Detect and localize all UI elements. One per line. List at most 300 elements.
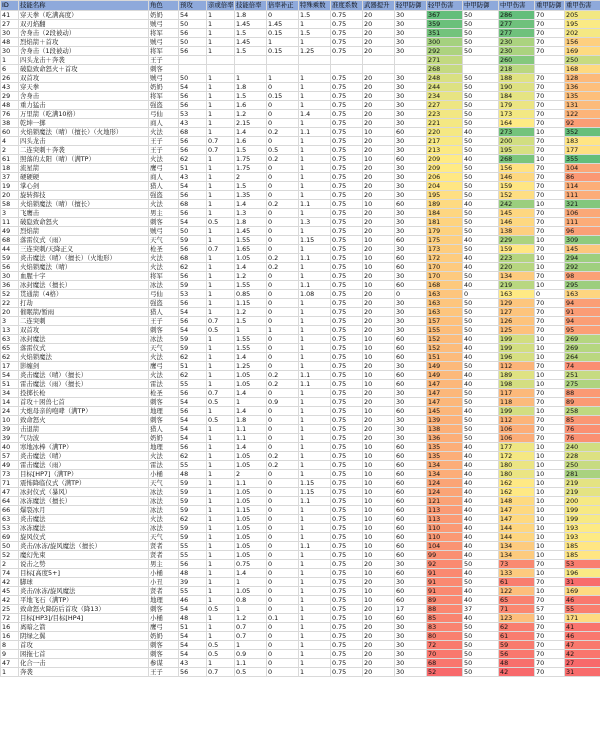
table-cell[interactable]: 40: [463, 533, 499, 542]
table-cell[interactable]: 冰法: [149, 524, 179, 533]
table-cell[interactable]: 163: [427, 290, 463, 299]
table-cell[interactable]: 63: [1, 515, 19, 524]
table-cell[interactable]: 40: [463, 281, 499, 290]
table-cell[interactable]: 0.75: [331, 596, 363, 605]
table-cell[interactable]: 20: [363, 137, 395, 146]
table-cell[interactable]: 40: [463, 524, 499, 533]
table-cell[interactable]: 30: [395, 11, 427, 20]
table-cell[interactable]: 1.4: [235, 443, 267, 452]
table-cell[interactable]: 1.5: [299, 29, 331, 38]
table-cell[interactable]: 41: [565, 623, 600, 632]
table-cell[interactable]: 172: [499, 452, 535, 461]
table-cell[interactable]: 10: [535, 353, 565, 362]
table-cell[interactable]: 20: [363, 83, 395, 92]
table-cell[interactable]: 1: [207, 191, 235, 200]
table-cell[interactable]: 1.1: [299, 542, 331, 551]
table-cell[interactable]: 60: [395, 452, 427, 461]
skill-name-cell[interactable]: 催眠箭/暂雨: [19, 308, 149, 317]
table-cell[interactable]: 0.2: [267, 461, 299, 470]
table-cell[interactable]: 55: [179, 380, 207, 389]
table-cell[interactable]: 60: [395, 569, 427, 578]
table-cell[interactable]: 50: [463, 92, 499, 101]
table-cell[interactable]: 火法: [149, 128, 179, 137]
table-cell[interactable]: 76: [565, 434, 600, 443]
skill-name-cell[interactable]: 炎击魔法: [19, 515, 149, 524]
table-cell[interactable]: 10: [363, 488, 395, 497]
table-cell[interactable]: 枪圣: [149, 245, 179, 254]
table-cell[interactable]: 贼弓: [149, 74, 179, 83]
table-cell[interactable]: 10: [535, 407, 565, 416]
table-cell[interactable]: 69: [1, 533, 19, 542]
table-cell[interactable]: 0.5: [207, 326, 235, 335]
table-cell[interactable]: 1.8: [235, 218, 267, 227]
table-cell[interactable]: 60: [395, 533, 427, 542]
column-header[interactable]: 武器提升: [363, 1, 395, 11]
table-cell[interactable]: 281: [565, 470, 600, 479]
table-cell[interactable]: 88: [427, 605, 463, 614]
table-cell[interactable]: 199: [565, 506, 600, 515]
table-cell[interactable]: 44: [1, 245, 19, 254]
table-cell[interactable]: 1.5: [235, 182, 267, 191]
table-cell[interactable]: 1: [207, 227, 235, 236]
table-cell[interactable]: 刺客: [149, 65, 179, 74]
table-cell[interactable]: 59: [179, 506, 207, 515]
table-cell[interactable]: 1.05: [235, 254, 267, 263]
table-cell[interactable]: 0.75: [235, 560, 267, 569]
table-cell[interactable]: 54: [179, 416, 207, 425]
table-cell[interactable]: 1.15: [299, 479, 331, 488]
table-cell[interactable]: 47: [1, 659, 19, 668]
table-cell[interactable]: 199: [499, 407, 535, 416]
table-cell[interactable]: 40: [463, 452, 499, 461]
table-cell[interactable]: 1.8: [235, 416, 267, 425]
table-cell[interactable]: 男主: [149, 209, 179, 218]
table-cell[interactable]: 155: [427, 326, 463, 335]
table-cell[interactable]: 1.05: [235, 587, 267, 596]
table-cell[interactable]: 0.75: [331, 407, 363, 416]
table-cell[interactable]: 195: [427, 191, 463, 200]
table-cell[interactable]: [267, 65, 299, 74]
table-cell[interactable]: 60: [395, 488, 427, 497]
table-cell[interactable]: 1: [207, 155, 235, 164]
skill-name-cell[interactable]: 火焰锁魔法（晴）: [19, 263, 149, 272]
table-cell[interactable]: [363, 65, 395, 74]
table-cell[interactable]: 31: [565, 578, 600, 587]
table-cell[interactable]: 40: [463, 488, 499, 497]
table-cell[interactable]: 1.05: [235, 533, 267, 542]
table-cell[interactable]: 200: [499, 137, 535, 146]
table-cell[interactable]: 1: [207, 560, 235, 569]
table-cell[interactable]: 10: [363, 470, 395, 479]
table-cell[interactable]: 113: [427, 506, 463, 515]
table-cell[interactable]: 雷法: [149, 461, 179, 470]
table-cell[interactable]: 40: [463, 155, 499, 164]
table-cell[interactable]: 70: [535, 209, 565, 218]
table-cell[interactable]: 0: [267, 218, 299, 227]
table-cell[interactable]: 53: [179, 290, 207, 299]
table-cell[interactable]: 59: [179, 236, 207, 245]
table-cell[interactable]: 1: [299, 650, 331, 659]
table-cell[interactable]: 1: [267, 74, 299, 83]
table-cell[interactable]: 10: [1, 416, 19, 425]
table-cell[interactable]: 277: [499, 20, 535, 29]
table-cell[interactable]: 1: [299, 227, 331, 236]
table-cell[interactable]: 1: [299, 362, 331, 371]
table-cell[interactable]: 55: [179, 551, 207, 560]
table-cell[interactable]: 40: [463, 443, 499, 452]
table-cell[interactable]: 1.15: [235, 506, 267, 515]
table-cell[interactable]: 10: [363, 479, 395, 488]
table-cell[interactable]: 火法: [149, 263, 179, 272]
table-cell[interactable]: 1.3: [299, 218, 331, 227]
table-cell[interactable]: 0.75: [331, 659, 363, 668]
table-cell[interactable]: 39: [1, 434, 19, 443]
table-cell[interactable]: 146: [499, 218, 535, 227]
table-cell[interactable]: 110: [427, 533, 463, 542]
table-cell[interactable]: 14: [1, 398, 19, 407]
table-cell[interactable]: 58: [1, 200, 19, 209]
table-cell[interactable]: 242: [499, 200, 535, 209]
table-cell[interactable]: 89: [427, 596, 463, 605]
table-cell[interactable]: 0.2: [267, 128, 299, 137]
table-cell[interactable]: 193: [565, 533, 600, 542]
table-cell[interactable]: 70: [535, 164, 565, 173]
table-cell[interactable]: 54: [179, 83, 207, 92]
table-cell[interactable]: 0: [267, 659, 299, 668]
table-cell[interactable]: 30: [395, 101, 427, 110]
table-cell[interactable]: 1.05: [235, 497, 267, 506]
table-cell[interactable]: 20: [363, 434, 395, 443]
table-cell[interactable]: 55: [565, 605, 600, 614]
table-cell[interactable]: 22: [1, 299, 19, 308]
table-cell[interactable]: 1: [299, 209, 331, 218]
table-cell[interactable]: 10: [363, 344, 395, 353]
table-cell[interactable]: 1: [299, 623, 331, 632]
table-cell[interactable]: 70: [535, 389, 565, 398]
table-cell[interactable]: 10: [363, 452, 395, 461]
skill-name-cell[interactable]: 重力猛击: [19, 101, 149, 110]
table-cell[interactable]: 0.75: [331, 218, 363, 227]
column-header[interactable]: 预攻: [179, 1, 207, 11]
table-cell[interactable]: 65: [1, 344, 19, 353]
column-header[interactable]: 角色: [149, 1, 179, 11]
table-cell[interactable]: 1: [299, 326, 331, 335]
skill-name-cell[interactable]: 火焰锁魔法（晴）（擅长）（火地形）: [19, 128, 149, 137]
table-cell[interactable]: [535, 56, 565, 65]
table-cell[interactable]: 138: [427, 425, 463, 434]
table-cell[interactable]: 54: [179, 632, 207, 641]
table-cell[interactable]: 10: [363, 254, 395, 263]
table-cell[interactable]: 刺客: [149, 398, 179, 407]
table-cell[interactable]: 59: [179, 524, 207, 533]
table-cell[interactable]: 125: [499, 326, 535, 335]
table-cell[interactable]: 122: [565, 110, 600, 119]
table-cell[interactable]: 199: [499, 344, 535, 353]
table-cell[interactable]: 10: [363, 443, 395, 452]
table-cell[interactable]: 145: [499, 209, 535, 218]
table-cell[interactable]: 2.15: [235, 119, 267, 128]
table-cell[interactable]: 0.75: [331, 434, 363, 443]
table-cell[interactable]: 1.45: [235, 20, 267, 29]
table-cell[interactable]: 40: [463, 380, 499, 389]
table-cell[interactable]: 56: [179, 209, 207, 218]
table-cell[interactable]: 1: [299, 173, 331, 182]
table-cell[interactable]: 天气: [149, 236, 179, 245]
table-cell[interactable]: 0: [267, 443, 299, 452]
table-cell[interactable]: 70: [535, 272, 565, 281]
skill-name-cell[interactable]: 目标[HP7]（满TP）: [19, 470, 149, 479]
table-cell[interactable]: 1: [299, 335, 331, 344]
table-cell[interactable]: 40: [463, 497, 499, 506]
table-cell[interactable]: 王子: [149, 56, 179, 65]
skill-name-cell[interactable]: 炎击魔法（晴）（擅长）: [19, 371, 149, 380]
table-cell[interactable]: 60: [395, 128, 427, 137]
table-cell[interactable]: 10: [363, 281, 395, 290]
table-cell[interactable]: 1.3: [235, 209, 267, 218]
table-cell[interactable]: 1: [299, 74, 331, 83]
table-cell[interactable]: 112: [499, 362, 535, 371]
table-cell[interactable]: 42: [499, 668, 535, 677]
table-cell[interactable]: 268: [499, 155, 535, 164]
table-cell[interactable]: 94: [565, 317, 600, 326]
table-cell[interactable]: 70: [535, 83, 565, 92]
table-cell[interactable]: 王子: [149, 146, 179, 155]
skill-name-cell[interactable]: 冰冻魔法: [19, 524, 149, 533]
table-cell[interactable]: 小丑: [149, 578, 179, 587]
table-cell[interactable]: 162: [499, 488, 535, 497]
table-cell[interactable]: 1.45: [235, 38, 267, 47]
table-cell[interactable]: 冰法: [149, 281, 179, 290]
table-cell[interactable]: 0.75: [331, 245, 363, 254]
table-cell[interactable]: 251: [565, 371, 600, 380]
table-cell[interactable]: 135: [565, 92, 600, 101]
table-cell[interactable]: 0: [267, 272, 299, 281]
skill-name-cell[interactable]: 三连突刺/天降正义: [19, 245, 149, 254]
table-cell[interactable]: 1.15: [299, 488, 331, 497]
table-cell[interactable]: 177: [499, 443, 535, 452]
table-cell[interactable]: 70: [535, 650, 565, 659]
table-cell[interactable]: 230: [499, 47, 535, 56]
table-cell[interactable]: [179, 65, 207, 74]
table-cell[interactable]: 0.75: [331, 155, 363, 164]
table-cell[interactable]: 30: [395, 434, 427, 443]
table-cell[interactable]: 62: [179, 515, 207, 524]
table-cell[interactable]: 91: [427, 569, 463, 578]
table-cell[interactable]: 0: [267, 587, 299, 596]
table-cell[interactable]: 145: [427, 407, 463, 416]
table-cell[interactable]: 220: [499, 263, 535, 272]
table-cell[interactable]: 0.15: [267, 92, 299, 101]
skill-name-cell[interactable]: 破隐致命怒火: [19, 218, 149, 227]
table-cell[interactable]: 10: [363, 128, 395, 137]
table-cell[interactable]: 169: [565, 587, 600, 596]
skill-name-cell[interactable]: 飞鹰击: [19, 209, 149, 218]
table-cell[interactable]: 0.2: [267, 263, 299, 272]
table-cell[interactable]: 1: [207, 659, 235, 668]
table-cell[interactable]: 1: [299, 398, 331, 407]
table-cell[interactable]: 1: [267, 326, 299, 335]
table-cell[interactable]: 1.55: [235, 281, 267, 290]
table-cell[interactable]: 54: [179, 605, 207, 614]
table-cell[interactable]: 1: [207, 272, 235, 281]
table-cell[interactable]: 51: [179, 623, 207, 632]
table-cell[interactable]: 30: [395, 398, 427, 407]
table-cell[interactable]: 0: [267, 578, 299, 587]
skill-name-cell[interactable]: 魔幻先束: [19, 551, 149, 560]
table-cell[interactable]: 111: [565, 191, 600, 200]
table-cell[interactable]: 16: [1, 632, 19, 641]
table-cell[interactable]: 10: [535, 263, 565, 272]
table-cell[interactable]: 1: [207, 596, 235, 605]
table-cell[interactable]: 0.75: [331, 92, 363, 101]
table-cell[interactable]: 60: [395, 479, 427, 488]
table-cell[interactable]: 30: [395, 308, 427, 317]
table-cell[interactable]: 0: [267, 596, 299, 605]
table-cell[interactable]: 54: [179, 308, 207, 317]
table-cell[interactable]: 0.75: [331, 587, 363, 596]
table-cell[interactable]: 1: [299, 434, 331, 443]
table-cell[interactable]: 20: [363, 659, 395, 668]
table-cell[interactable]: 70: [535, 191, 565, 200]
table-cell[interactable]: 0.75: [331, 335, 363, 344]
table-cell[interactable]: 168: [565, 65, 600, 74]
table-cell[interactable]: 206: [427, 173, 463, 182]
table-cell[interactable]: [179, 56, 207, 65]
table-cell[interactable]: 56: [179, 245, 207, 254]
table-cell[interactable]: 0.75: [331, 425, 363, 434]
table-cell[interactable]: 1.05: [235, 371, 267, 380]
skill-name-cell[interactable]: 目标[HP3]/目标[HP4]: [19, 614, 149, 623]
table-cell[interactable]: 173: [499, 110, 535, 119]
skill-name-cell[interactable]: 大炮母亲的咆哮（满TP）: [19, 407, 149, 416]
table-cell[interactable]: 鹰弓: [149, 623, 179, 632]
table-cell[interactable]: 枪圣: [149, 389, 179, 398]
table-cell[interactable]: 0: [463, 290, 499, 299]
table-cell[interactable]: 10: [363, 236, 395, 245]
table-cell[interactable]: 1.4: [235, 263, 267, 272]
table-cell[interactable]: 20: [363, 227, 395, 236]
table-cell[interactable]: 16: [1, 623, 19, 632]
table-cell[interactable]: 20: [363, 560, 395, 569]
table-cell[interactable]: 1.15: [299, 236, 331, 245]
table-cell[interactable]: 1.05: [235, 452, 267, 461]
table-cell[interactable]: 53: [1, 524, 19, 533]
table-cell[interactable]: 147: [499, 506, 535, 515]
table-cell[interactable]: 62: [179, 353, 207, 362]
table-cell[interactable]: 56: [179, 101, 207, 110]
table-cell[interactable]: 50: [463, 389, 499, 398]
table-cell[interactable]: 124: [427, 479, 463, 488]
table-cell[interactable]: 61: [499, 578, 535, 587]
table-cell[interactable]: 10: [363, 200, 395, 209]
table-cell[interactable]: 1: [207, 119, 235, 128]
table-cell[interactable]: 0.75: [331, 542, 363, 551]
table-cell[interactable]: 55: [179, 542, 207, 551]
table-cell[interactable]: 50: [463, 299, 499, 308]
table-cell[interactable]: 60: [395, 524, 427, 533]
table-cell[interactable]: 37: [463, 605, 499, 614]
table-cell[interactable]: 20: [363, 92, 395, 101]
table-cell[interactable]: 83: [427, 623, 463, 632]
table-cell[interactable]: 10: [535, 128, 565, 137]
table-cell[interactable]: 0.9: [267, 398, 299, 407]
table-cell[interactable]: 0.75: [331, 263, 363, 272]
table-cell[interactable]: 0.2: [267, 371, 299, 380]
table-cell[interactable]: 1: [299, 578, 331, 587]
table-cell[interactable]: 60: [395, 281, 427, 290]
table-cell[interactable]: 56: [179, 92, 207, 101]
table-cell[interactable]: 91: [565, 308, 600, 317]
table-cell[interactable]: 70: [535, 425, 565, 434]
table-cell[interactable]: 60: [395, 371, 427, 380]
table-cell[interactable]: 47: [565, 641, 600, 650]
table-cell[interactable]: 106: [499, 434, 535, 443]
table-cell[interactable]: 213: [427, 146, 463, 155]
table-cell[interactable]: 0.75: [331, 344, 363, 353]
table-cell[interactable]: 0.75: [331, 119, 363, 128]
table-cell[interactable]: 163: [565, 290, 600, 299]
table-cell[interactable]: 43: [179, 119, 207, 128]
table-cell[interactable]: 小桶: [149, 569, 179, 578]
table-cell[interactable]: 46: [179, 596, 207, 605]
table-cell[interactable]: 1: [207, 380, 235, 389]
table-cell[interactable]: 139: [427, 416, 463, 425]
table-cell[interactable]: 54: [179, 641, 207, 650]
table-cell[interactable]: 195: [565, 20, 600, 29]
table-cell[interactable]: 30: [395, 83, 427, 92]
table-cell[interactable]: 68: [179, 254, 207, 263]
table-cell[interactable]: 猎人: [149, 182, 179, 191]
skill-name-cell[interactable]: 破隐致命怒火＋首攻: [19, 65, 149, 74]
skill-name-cell[interactable]: 炎击/冰冻/旋风魔法（擅长）: [19, 542, 149, 551]
skill-name-cell[interactable]: 气功波: [19, 434, 149, 443]
skill-name-cell[interactable]: 照落的太阳（晴）（满TP）: [19, 155, 149, 164]
table-cell[interactable]: 30: [395, 164, 427, 173]
table-cell[interactable]: 162: [499, 479, 535, 488]
skill-name-cell[interactable]: 血腥十字: [19, 272, 149, 281]
skill-name-cell[interactable]: 震怖降临仪式（满TP）: [19, 479, 149, 488]
table-cell[interactable]: 1.1: [299, 281, 331, 290]
table-cell[interactable]: 70: [535, 11, 565, 20]
table-cell[interactable]: 1.05: [235, 461, 267, 470]
table-cell[interactable]: 0.75: [331, 551, 363, 560]
table-cell[interactable]: 60: [395, 155, 427, 164]
table-cell[interactable]: 1: [299, 614, 331, 623]
table-cell[interactable]: 将军: [149, 272, 179, 281]
table-cell[interactable]: 193: [565, 524, 600, 533]
table-cell[interactable]: 50: [463, 38, 499, 47]
table-cell[interactable]: 234: [427, 92, 463, 101]
table-cell[interactable]: 64: [1, 497, 19, 506]
table-cell[interactable]: 1: [207, 524, 235, 533]
skill-name-cell[interactable]: 旋风仪式: [19, 533, 149, 542]
table-cell[interactable]: 20: [363, 299, 395, 308]
table-cell[interactable]: 贼弓: [149, 227, 179, 236]
table-cell[interactable]: 50: [463, 326, 499, 335]
table-cell[interactable]: 30: [395, 362, 427, 371]
table-cell[interactable]: 火法: [149, 452, 179, 461]
table-cell[interactable]: 70: [535, 632, 565, 641]
table-cell[interactable]: 0: [267, 335, 299, 344]
table-cell[interactable]: 1: [207, 614, 235, 623]
table-cell[interactable]: 70: [535, 227, 565, 236]
table-cell[interactable]: 42: [1, 578, 19, 587]
table-cell[interactable]: 156: [499, 164, 535, 173]
table-cell[interactable]: 60: [395, 542, 427, 551]
table-cell[interactable]: 奶奶: [149, 83, 179, 92]
table-cell[interactable]: 3: [1, 209, 19, 218]
column-header[interactable]: 亲或倍率: [208, 1, 234, 9]
